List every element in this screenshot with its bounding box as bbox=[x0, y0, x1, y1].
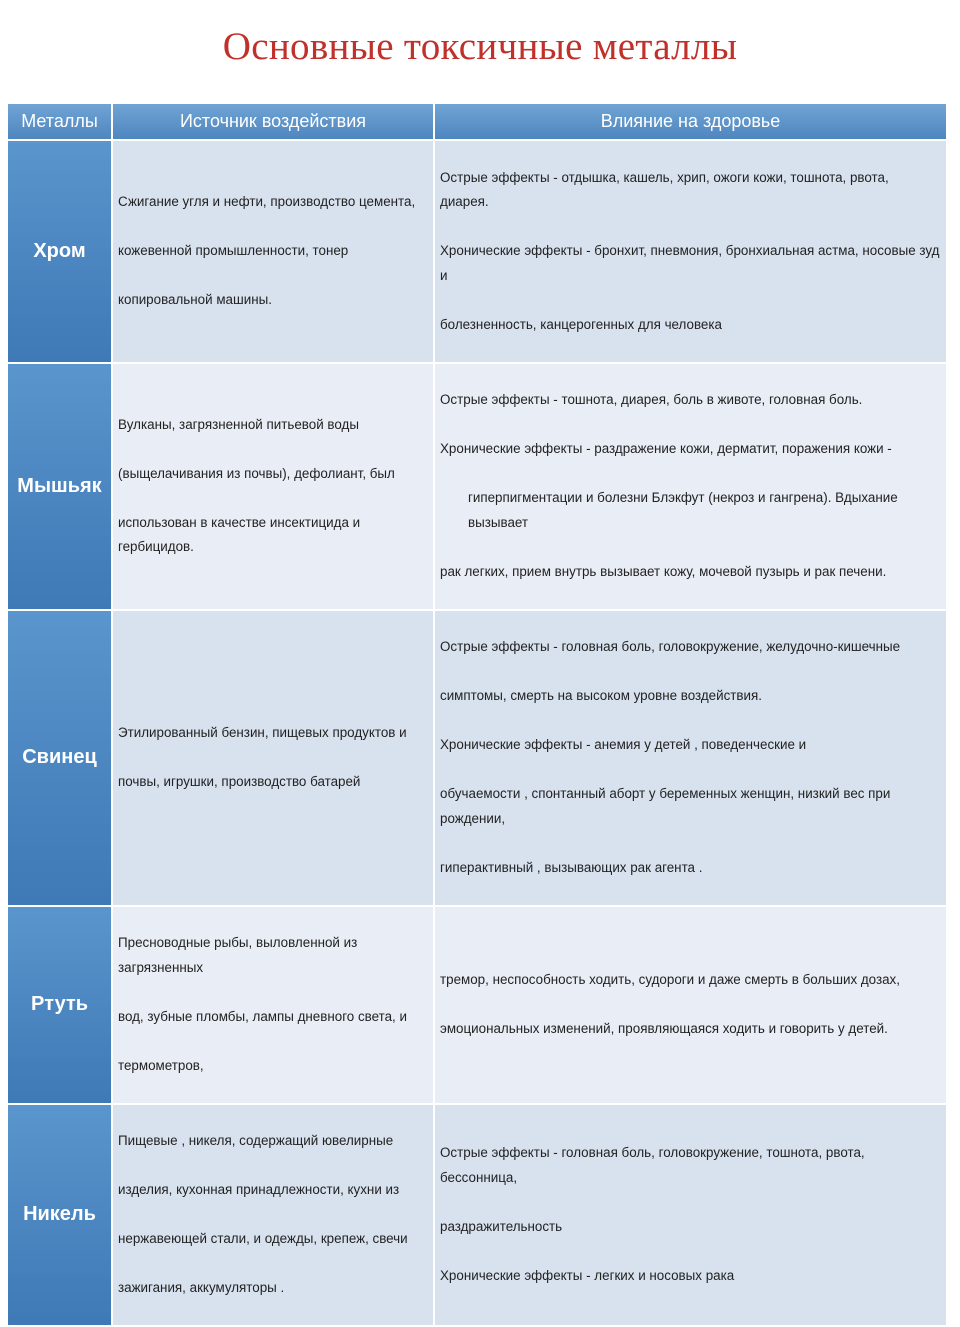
effect-line: Острые эффекты - головная боль, головокружение, желудочно-кишечные bbox=[440, 635, 940, 660]
source-line: копировальной машины. bbox=[118, 288, 427, 313]
effect-cell bbox=[435, 364, 948, 611]
effect-line: рак легких, прием внутрь вызывает кожу, мочевой пузырь и рак печени. bbox=[440, 560, 940, 585]
effect-line: Хронические эффекты - легких и носовых рака bbox=[440, 1264, 940, 1289]
source-line: кожевенной промышленности, тонер bbox=[118, 239, 427, 264]
metal-name: Ртуть bbox=[8, 907, 113, 1105]
source-line: Пресноводные рыбы, выловленной из загрязненных bbox=[118, 931, 427, 980]
source-line: изделия, кухонная принадлежности, кухни из bbox=[118, 1178, 427, 1203]
effect-line: симптомы, смерть на высоком уровне воздействия. bbox=[440, 684, 940, 709]
effect-line: эмоциональных изменений, проявляющаяся ходить и говорить у детей. bbox=[440, 1017, 940, 1042]
effect-line: Острые эффекты - головная боль, головокружение, тошнота, рвота, бессонница, bbox=[440, 1141, 940, 1190]
source-line: почвы, игрушки, производство батарей bbox=[118, 770, 427, 795]
table-row bbox=[8, 364, 948, 611]
source-line: вод, зубные пломбы, лампы дневного света, и bbox=[118, 1005, 427, 1030]
effect-line: гиперактивный , вызывающих рак агента . bbox=[440, 856, 940, 881]
metal-name: Никель bbox=[8, 1105, 113, 1327]
effect-line: Хронические эффекты - бронхит, пневмония, бронхиальная астма, носовые зуд и bbox=[440, 239, 940, 288]
source-line: Сжигание угля и нефти, производство цемента, bbox=[118, 190, 427, 215]
effect-line: гиперпигментации и болезни Блэкфут (некроз и гангрена). Вдыхание вызывает bbox=[440, 486, 940, 535]
source-cell bbox=[113, 141, 435, 364]
source-line: нержавеющей стали, и одежды, крепеж, свечи bbox=[118, 1227, 427, 1252]
table-row bbox=[8, 611, 948, 907]
source-line: зажигания, аккумуляторы . bbox=[118, 1276, 427, 1301]
header-metals: Металлы bbox=[8, 104, 113, 141]
source-line: Вулканы, загрязненной питьевой воды bbox=[118, 413, 427, 438]
source-cell bbox=[113, 907, 435, 1105]
header-health-effect: Влияние на здоровье bbox=[435, 104, 948, 141]
effect-cell bbox=[435, 907, 948, 1105]
page-title: Основные токсичные металлы bbox=[0, 24, 960, 69]
metal-name: Мышьяк bbox=[8, 364, 113, 611]
source-cell bbox=[113, 364, 435, 611]
effect-line: Хронические эффекты - раздражение кожи, дерматит, поражения кожи - bbox=[440, 437, 940, 462]
effect-line: Острые эффекты - отдышка, кашель, хрип, ожоги кожи, тошнота, рвота, диарея. bbox=[440, 166, 940, 215]
source-line: термометров, bbox=[118, 1054, 427, 1079]
toxic-metals-table bbox=[8, 104, 948, 1327]
source-line: (выщелачивания из почвы), дефолиант, был bbox=[118, 462, 427, 487]
effect-line: тремор, неспособность ходить, судороги и даже смерть в больших дозах, bbox=[440, 968, 940, 993]
source-cell bbox=[113, 611, 435, 907]
source-line: Этилированный бензин, пищевых продуктов и bbox=[118, 721, 427, 746]
metal-name: Свинец bbox=[8, 611, 113, 907]
source-line: использован в качестве инсектицида и гербицидов. bbox=[118, 511, 427, 560]
effect-line: болезненность, канцерогенных для человека bbox=[440, 313, 940, 338]
effect-cell bbox=[435, 611, 948, 907]
table-row bbox=[8, 907, 948, 1105]
table-row bbox=[8, 1105, 948, 1327]
source-line: Пищевые , никеля, содержащий ювелирные bbox=[118, 1129, 427, 1154]
effect-cell bbox=[435, 141, 948, 364]
effect-line: Острые эффекты - тошнота, диарея, боль в животе, головная боль. bbox=[440, 388, 940, 413]
table-row bbox=[8, 141, 948, 364]
source-cell bbox=[113, 1105, 435, 1327]
metal-name: Хром bbox=[8, 141, 113, 364]
effect-line: обучаемости , спонтанный аборт у беременных женщин, низкий вес при рождении, bbox=[440, 782, 940, 831]
header-source: Источник воздействия bbox=[113, 104, 435, 141]
effect-line: раздражительность bbox=[440, 1215, 940, 1240]
effect-line: Хронические эффекты - анемия у детей , поведенческие и bbox=[440, 733, 940, 758]
effect-cell bbox=[435, 1105, 948, 1327]
table-header-row bbox=[8, 104, 948, 141]
